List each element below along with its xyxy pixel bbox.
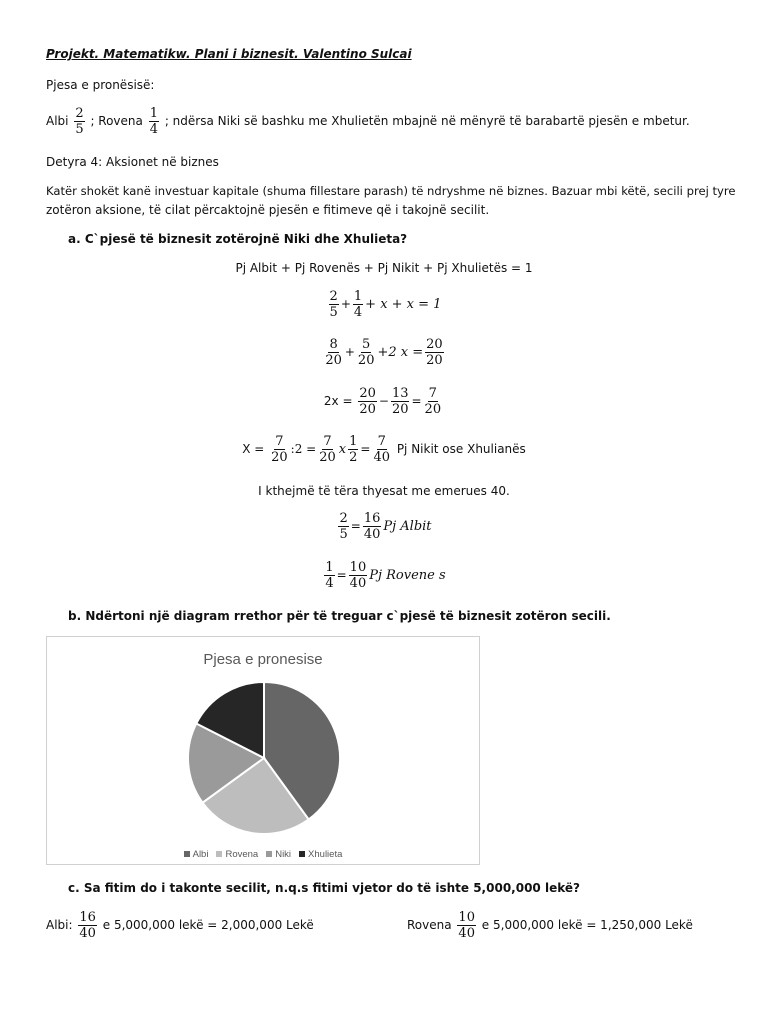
legend-label: Albi bbox=[192, 849, 209, 860]
ownership-line bbox=[46, 106, 690, 137]
equation-3: 2x = $\frac{20}{20}$ − $\frac{13}{20}$ = $\frac{7}{20}$ bbox=[323, 386, 442, 417]
legend-item-niki bbox=[266, 849, 291, 860]
legend-item-rovena bbox=[216, 849, 258, 860]
legend-swatch bbox=[266, 851, 272, 857]
equation-rovena: $\frac{1}{4}$ = $\frac{10}{40}$ Pj Rovene s bbox=[325, 560, 446, 591]
ownership-rest: ; ndërsa Niki së bashku me Xhulietën mbajnë në mënyrë të barabartë pjesën e mbetur. bbox=[164, 114, 690, 128]
chart-legend bbox=[47, 849, 479, 860]
pie-chart-frame bbox=[46, 636, 480, 865]
question-a: a. C`pjesë të biznesit zotërojnë Niki dhe Xhulieta? bbox=[68, 232, 408, 246]
intro-line-1: Katër shokët kanë investuar kapitale (shuma fillestare parash) të ndryshme në biznes. Bazuar mbi këtë, secili prej tyre bbox=[46, 184, 736, 198]
equation-sum: Pj Albit + Pj Rovenës + Pj Nikit + Pj Xhulietës = 1 bbox=[235, 261, 533, 275]
chart-title: Pjesa e pronesise bbox=[203, 651, 323, 668]
pie-chart bbox=[47, 637, 479, 864]
legend-swatch bbox=[184, 851, 190, 857]
equation-4: X = $\frac{7}{20}$ :2 = $\frac{7}{20}$ x $\frac{1}{2}$ = $\frac{7}{40}$ Pj Nikit ose Xhulianës bbox=[242, 434, 526, 465]
document-title: Projekt. Matematikw. Plani i biznesit. Valentino Sulcai bbox=[46, 47, 412, 61]
rovena-label: ; Rovena bbox=[90, 114, 143, 128]
legend-item-albi bbox=[184, 849, 209, 860]
legend-label: Xhulieta bbox=[308, 849, 343, 860]
rovena-fraction: $\frac{1}{4}$ bbox=[149, 106, 158, 137]
equation-albi: $\frac{2}{5}$ = $\frac{16}{40}$ Pj Albit bbox=[339, 511, 432, 542]
albi-label: Albi bbox=[46, 114, 69, 128]
question-c: c. Sa fitim do i takonte secilit, n.q.s fitimi vjetor do të ishte 5,000,000 lekë? bbox=[68, 881, 580, 895]
ownership-label: Pjesa e pronësisë: bbox=[46, 78, 155, 92]
equation-2: $\frac{8}{20}$ + $\frac{5}{20}$ +2 x = $\frac{20}{20}$ bbox=[325, 337, 443, 368]
albi-fraction: $\frac{2}{5}$ bbox=[75, 106, 84, 137]
legend-item-xhulieta bbox=[299, 849, 342, 860]
answer-rovena: Rovena $\frac{10}{40}$ e 5,000,000 lekë = 1,250,000 Lekë bbox=[407, 910, 693, 941]
intro-line-2: zotëron aksione, të cilat përcaktojnë pjesën e fitimeve që i takojnë secilit. bbox=[46, 203, 490, 217]
legend-swatch bbox=[299, 851, 305, 857]
task-title: Detyra 4: Aksionet në biznes bbox=[46, 155, 219, 169]
legend-swatch bbox=[216, 851, 222, 857]
common-denominator-note: I kthejmë të tëra thyesat me emerues 40. bbox=[258, 484, 510, 498]
equation-1: $\frac{2}{5}$ + $\frac{1}{4}$ + x + x = 1 bbox=[329, 289, 442, 320]
legend-label: Niki bbox=[275, 849, 292, 860]
question-b: b. Ndërtoni një diagram rrethor për të treguar c`pjesë të biznesit zotëron secili. bbox=[68, 609, 611, 623]
answer-albi: Albi: $\frac{16}{40}$ e 5,000,000 lekë = 2,000,000 Lekë bbox=[46, 910, 314, 941]
legend-label: Rovena bbox=[225, 849, 259, 860]
